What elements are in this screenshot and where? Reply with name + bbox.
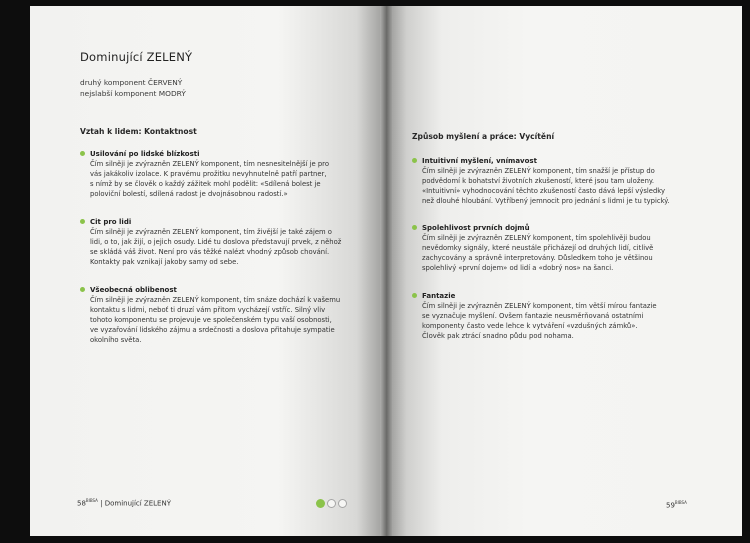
left-page (30, 6, 385, 536)
footer-chapter-label: Dominující ZELENÝ (104, 499, 171, 508)
item-text: Čím silněji je zvýrazněn ZELENÝ komponent, tím nesnesitelnější je pro vás jakákoliv izolace. K pravému prožitku nevyhnutelně patří partner, s nímž by se člověk o každý zážitek mohl podělit: «Sdílená bolest je poloviční bolestí, sdílená radost je dvojnásobnou radostí.» (90, 160, 329, 198)
right-page (385, 6, 742, 536)
item-text: Čím silněji je zvýrazněn ZELENÝ komponent, tím snáze dochází k vašemu kontaktu s lidmi, neboť ti druzí vám přitom vycházejí vstříc. Silný vliv tohoto komponentu se projevuje ve společenském typu vaší osobnosti, ve vyzařování lidského zájmu a srdečnosti a doslova přitahuje sympatie okolního světa. (90, 296, 341, 344)
left-footer (77, 498, 171, 507)
green-bullet-icon (80, 219, 85, 224)
green-bullet-icon (412, 158, 417, 163)
item-text: Čím silněji je zvýrazněn ZELENÝ komponent, tím větší mírou fantazie se vyznačuje myšlení. Ovšem fantazie neusměrňovaná ostatními komponenty často vede lehce k vytváření «vzdušných zámků». Člověk pak ztrácí snadno půdu pod nohama. (422, 302, 657, 340)
green-bullet-icon (80, 287, 85, 292)
item-title: Usilování po lidské blízkosti (90, 150, 200, 158)
book-spine-shadow (380, 6, 392, 536)
item-text: Čím silněji je zvýrazněn ZELENÝ komponent, tím živější je také zájem o lidi, o to, jak žijí, o jejich osudy. Lidé tu doslova představují prvek, z něhož se skládá váš život. Není pro vás těžké nalézt vhodný způsob chování. Kontakty pak vznikají jakoby samy od sebe. (90, 228, 342, 266)
list-item-fantasy (412, 291, 657, 341)
item-title: Fantazie (422, 292, 456, 300)
item-title: Cit pro lidi (90, 218, 132, 226)
section-heading-thinking: Způsob myšlení a práce: Vycítění (412, 132, 555, 141)
weakest-component-line: nejslabší komponent MODRÝ (80, 89, 186, 98)
item-title: Intuitivní myšlení, vnímavost (422, 157, 537, 165)
green-bullet-icon (412, 293, 417, 298)
list-item-popularity (80, 285, 340, 345)
item-text: Čím silněji je zvýrazněn ZELENÝ komponent, tím spolehlivěji budou nevědomky signály, které neustále přicházejí od druhých lidí, citlivě zachycovány a správně interpretovány. Důsledkem toho je většinou spolehlivý «první dojem» od lidí a «dobrý nos» na šanci. (422, 234, 654, 272)
publisher-mark: BIBSA (674, 500, 687, 505)
color-indicator-dots (316, 499, 347, 508)
section-heading-relationships: Vztah k lidem: Kontaktnost (80, 127, 197, 136)
footer-separator: | (100, 499, 103, 508)
list-item-intuition (412, 156, 669, 206)
item-title: Všeobecná oblibenost (90, 286, 177, 294)
green-bullet-icon (412, 225, 417, 230)
empty-dot-icon (327, 499, 336, 508)
page-title: Dominující ZELENÝ (80, 50, 193, 64)
secondary-component-line: druhý komponent ČERVENÝ (80, 78, 183, 87)
right-footer (666, 500, 687, 509)
item-text: Čím silněji je zvýrazněn ZELENÝ komponent, tím snažší je přístup do podvědomí k bohatství životních zkušeností, které jsou tam uloženy. «Intuitivní» vyhodnocování těchto zkušeností často dává lepší výsledky než dlouhé hloubání. Vytříbený jemnocit pro jednání s lidmi je tu typický. (422, 167, 670, 205)
green-dot-icon (316, 499, 325, 508)
publisher-mark: BIBSA (85, 498, 98, 503)
list-item-feeling-for-people (80, 217, 341, 267)
green-bullet-icon (80, 151, 85, 156)
list-item-closeness (80, 149, 329, 199)
book-spread (30, 6, 742, 536)
empty-dot-icon (338, 499, 347, 508)
page-number: 59 (666, 501, 675, 510)
list-item-first-impressions (412, 223, 653, 273)
item-title: Spolehlivost prvních dojmů (422, 224, 530, 232)
page-number: 58 (77, 499, 86, 508)
